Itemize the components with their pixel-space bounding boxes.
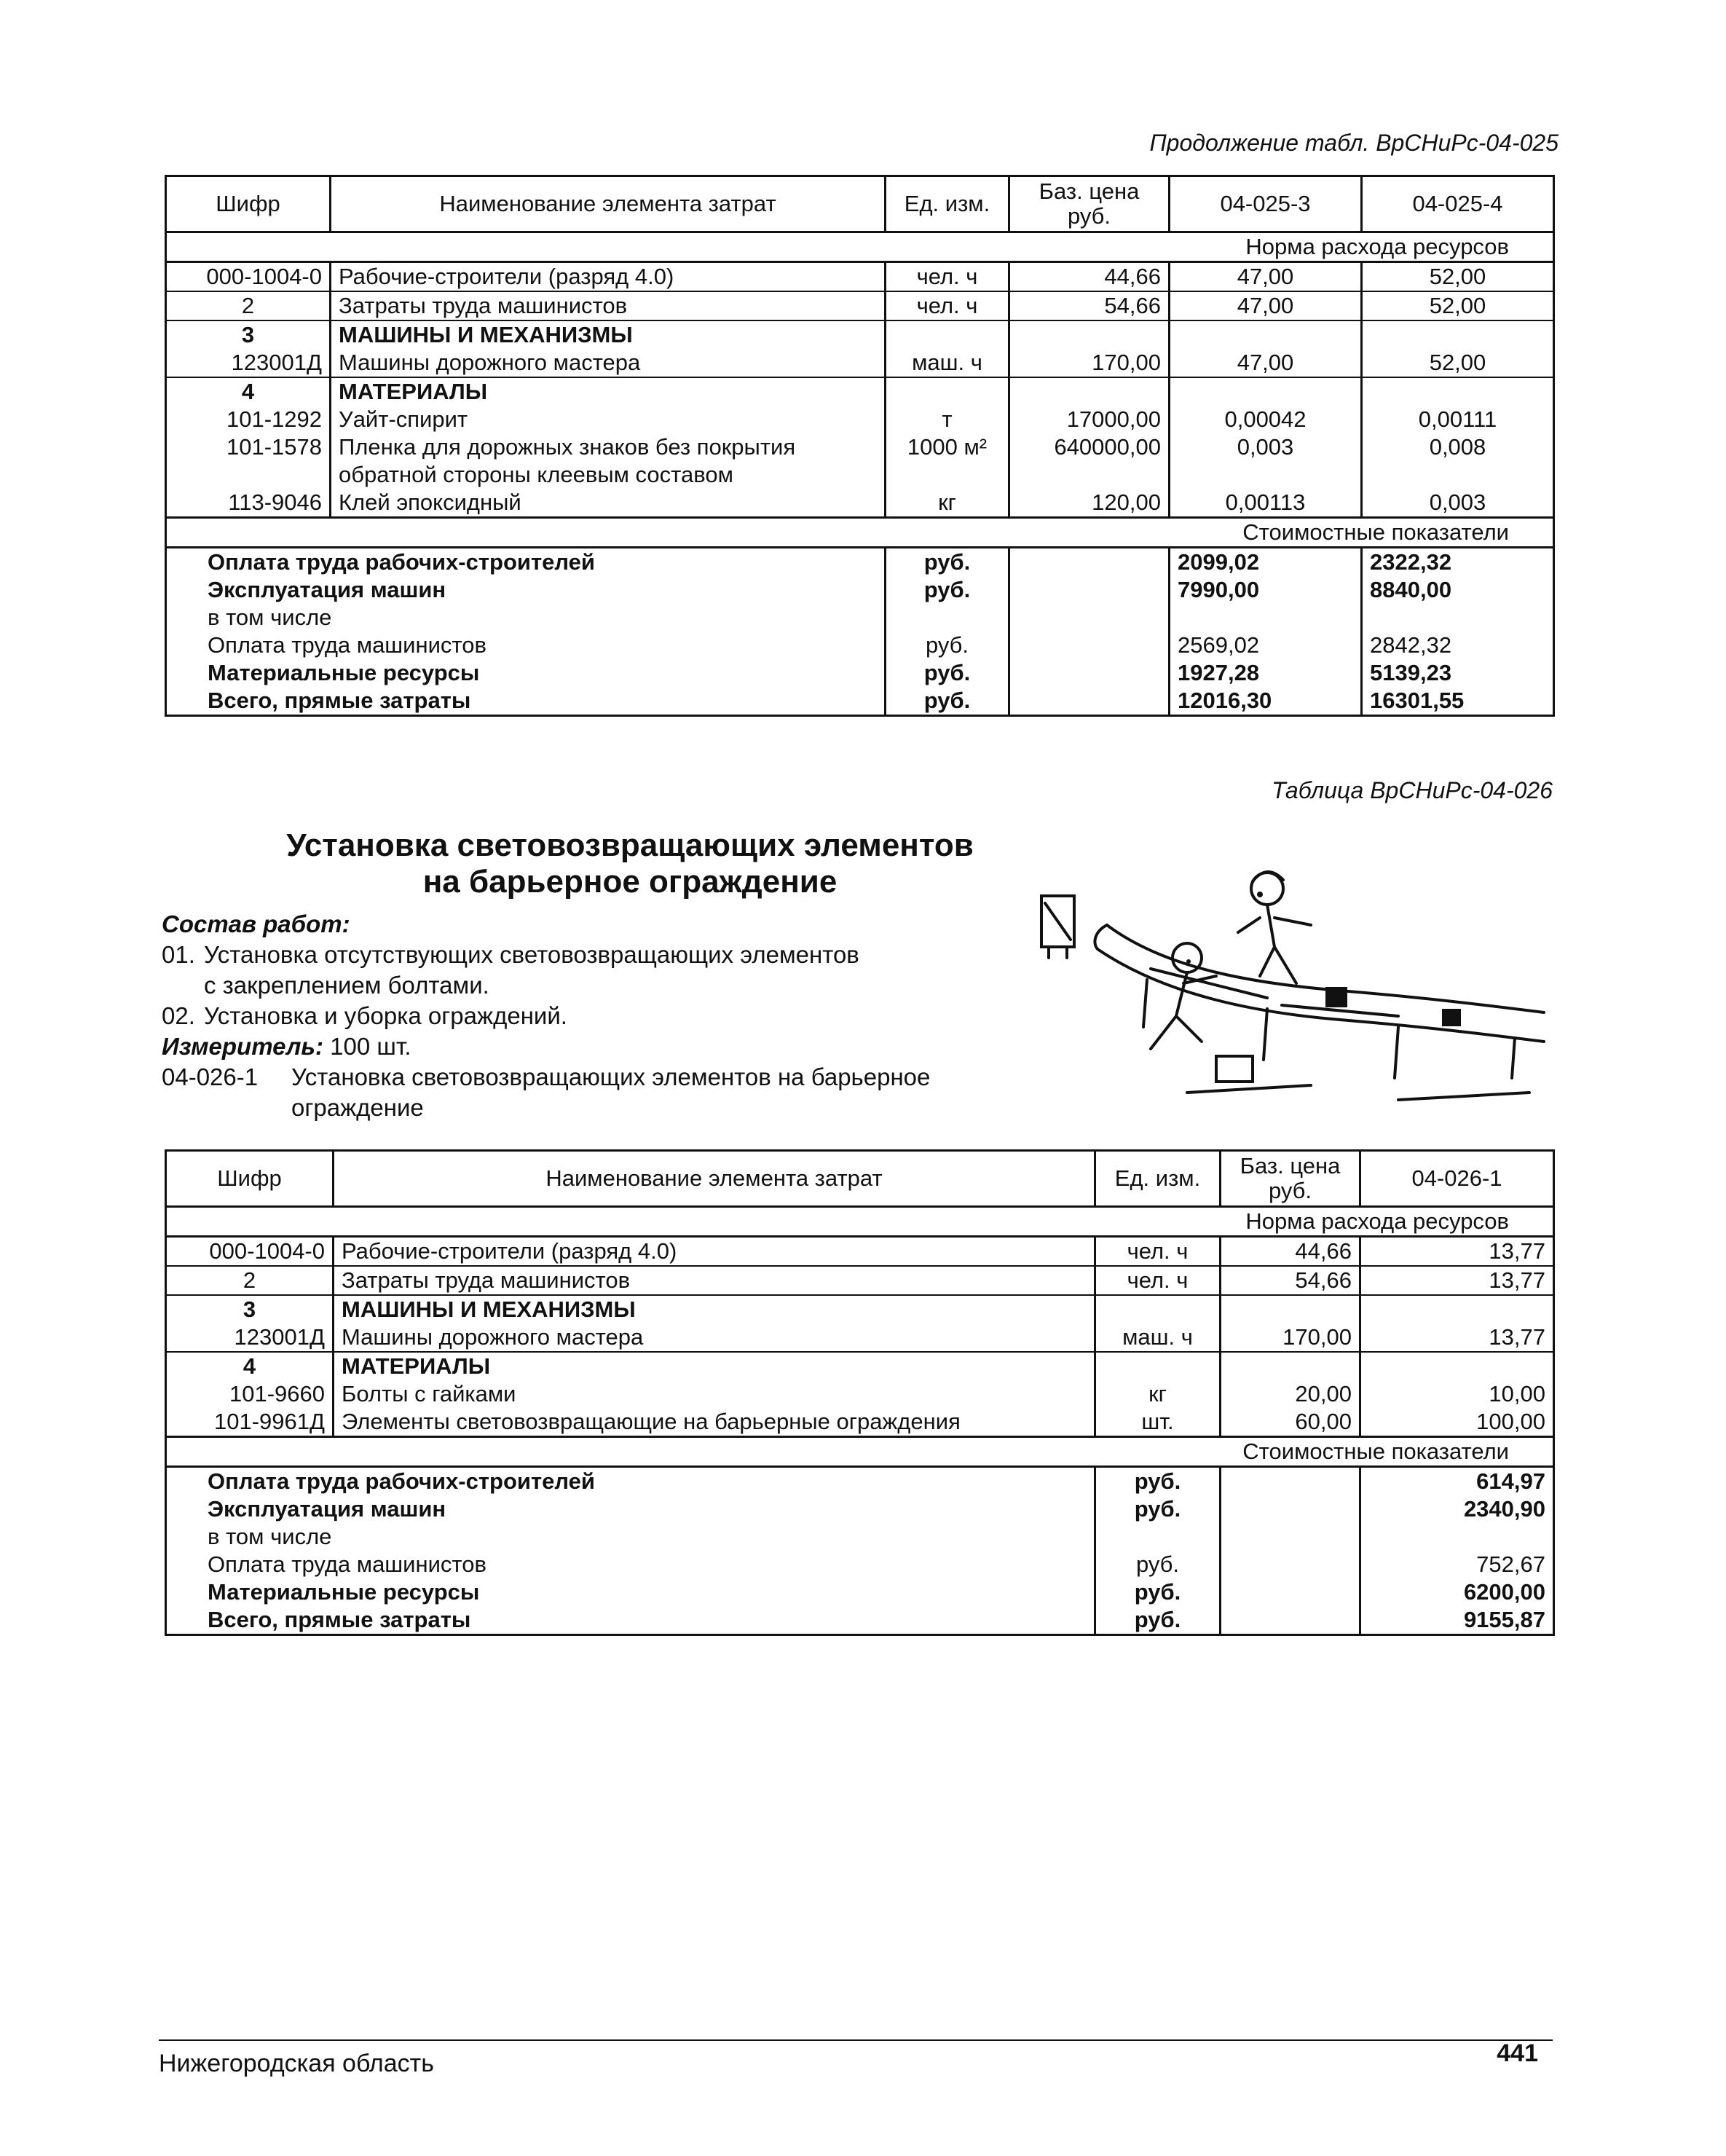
cost-row [166, 632, 1554, 659]
cost-name: Оплата труда рабочих-строителей [166, 548, 886, 577]
cost-name: Эксплуатация машин [166, 1495, 1095, 1523]
cost-name: Всего, прямые затраты [166, 1606, 1095, 1635]
row-name: МАШИНЫ И МЕХАНИЗМЫ [334, 1295, 1095, 1323]
row-value [1170, 320, 1362, 349]
row-value: 0,00113 [1170, 489, 1362, 518]
row-code: 000-1004-0 [166, 1237, 334, 1267]
table-row [166, 489, 1554, 518]
row-code: 3 [166, 1295, 334, 1323]
table-row [166, 1237, 1554, 1267]
cost-price-empty [1009, 604, 1170, 632]
cost-price-empty [1221, 1606, 1360, 1635]
row-code: 3 [166, 320, 331, 349]
cost-unit: руб. [886, 576, 1009, 604]
header-unit: Ед. изм. [886, 176, 1009, 232]
table-row [166, 1323, 1554, 1352]
row-code: 000-1004-0 [166, 262, 331, 292]
cost-price-empty [1221, 1467, 1360, 1496]
table-row [166, 1408, 1554, 1437]
row-unit: кг [1095, 1380, 1221, 1408]
cost-value: 2099,02 [1170, 548, 1362, 577]
cost-price-empty [1221, 1578, 1360, 1606]
row-name: Затраты труда машинистов [334, 1266, 1095, 1295]
item-line-cont [162, 1093, 1036, 1123]
cost-row [166, 1578, 1554, 1606]
row-name: Рабочие-строители (разряд 4.0) [331, 262, 886, 292]
cost-row [166, 604, 1554, 632]
row-price: 120,00 [1009, 489, 1170, 518]
header-col-04-026-1: 04-026-1 [1360, 1151, 1554, 1207]
cost-price-empty [1221, 1523, 1360, 1551]
row-unit: кг [886, 489, 1009, 518]
item-code: 04-026-1 [162, 1063, 259, 1090]
row-name: Затраты труда машинистов [331, 291, 886, 320]
row-code: 4 [166, 377, 331, 406]
row-name: Клей эпоксидный [331, 489, 886, 518]
cost-table-04-026 [165, 1149, 1555, 1636]
row-value: 0,00111 [1362, 406, 1554, 433]
table-row [166, 461, 1554, 489]
footer-region: Нижегородская область [159, 2050, 434, 2077]
row-price: 60,00 [1221, 1408, 1360, 1437]
izmeritel-label: Измеритель: [162, 1033, 323, 1060]
table-row [166, 1352, 1554, 1380]
header-price: Баз. цена руб. [1009, 176, 1170, 232]
section-title-line1: Установка световозвращающих элементов [286, 827, 974, 863]
cost-unit: руб. [886, 548, 1009, 577]
cost-price-empty [1221, 1551, 1360, 1578]
row-value [1170, 377, 1362, 406]
cost-value [1170, 604, 1362, 632]
row-unit [1095, 1352, 1221, 1380]
row-price: 170,00 [1009, 349, 1170, 377]
row-unit: чел. ч [1095, 1237, 1221, 1267]
table-row [166, 262, 1554, 292]
row-value: 100,00 [1360, 1408, 1554, 1437]
row-unit [1095, 1295, 1221, 1323]
cost-unit: руб. [1095, 1551, 1221, 1578]
work-number: 01. [162, 941, 195, 968]
cost-price-empty [1009, 548, 1170, 577]
cost-value: 2340,90 [1360, 1495, 1554, 1523]
cost-unit: руб. [1095, 1578, 1221, 1606]
work-text: Установка отсутствующих световозвращающих элементов [204, 941, 859, 968]
section-norm-label: Норма расхода ресурсов [166, 232, 1554, 262]
row-name: МАШИНЫ И МЕХАНИЗМЫ [331, 320, 886, 349]
row-name: Рабочие-строители (разряд 4.0) [334, 1237, 1095, 1267]
cost-price-empty [1221, 1495, 1360, 1523]
row-value: 13,77 [1360, 1266, 1554, 1295]
row-value: 0,00042 [1170, 406, 1362, 433]
cost-row [166, 659, 1554, 687]
table-header-row [166, 1151, 1554, 1207]
izmeritel-value: 100 шт. [330, 1033, 411, 1060]
cost-value: 2569,02 [1170, 632, 1362, 659]
sostav-label: Состав работ: [162, 910, 350, 937]
cost-row [166, 1523, 1554, 1551]
cost-value [1362, 604, 1554, 632]
section-title [146, 827, 1114, 900]
cost-name: в том числе [166, 604, 886, 632]
row-price: 20,00 [1221, 1380, 1360, 1408]
section-norm-row [166, 1207, 1554, 1237]
row-name: Болты с гайками [334, 1380, 1095, 1408]
row-name: Машины дорожного мастера [331, 349, 886, 377]
row-value: 47,00 [1170, 349, 1362, 377]
row-unit: 1000 м² [886, 433, 1009, 461]
table-caption: Таблица ВрСНиРс-04-026 [1272, 777, 1553, 803]
cost-unit: руб. [1095, 1467, 1221, 1496]
row-unit [886, 377, 1009, 406]
section-title-line2: на барьерное ограждение [422, 864, 838, 900]
table-continuation-caption: Продолжение табл. ВрСНиРс-04-025 [1149, 130, 1558, 156]
cost-unit [886, 604, 1009, 632]
cost-value: 8840,00 [1362, 576, 1554, 604]
row-code: 123001Д [166, 349, 331, 377]
table-row [166, 406, 1554, 433]
row-name: Уайт-спирит [331, 406, 886, 433]
row-price [1009, 461, 1170, 489]
row-code: 101-9961Д [166, 1408, 334, 1437]
row-price: 170,00 [1221, 1323, 1360, 1352]
cost-price-empty [1009, 659, 1170, 687]
row-name: Элементы световозвращающие на барьерные ограждения [334, 1408, 1095, 1437]
cost-unit [1095, 1523, 1221, 1551]
row-price: 640000,00 [1009, 433, 1170, 461]
row-value: 0,003 [1170, 433, 1362, 461]
footer-rule [159, 2039, 1553, 2041]
cost-unit: руб. [886, 632, 1009, 659]
cost-value: 12016,30 [1170, 687, 1362, 716]
cost-row [166, 548, 1554, 577]
row-code [166, 461, 331, 489]
work-text: Установка и уборка ограждений. [204, 1002, 567, 1029]
cost-name: Оплата труда машинистов [166, 1551, 1095, 1578]
row-price [1009, 377, 1170, 406]
work-item-1 [162, 940, 1036, 970]
row-value: 47,00 [1170, 291, 1362, 320]
row-value: 0,008 [1362, 433, 1554, 461]
header-col-04-025-4: 04-025-4 [1362, 176, 1554, 232]
row-price [1221, 1295, 1360, 1323]
table-row [166, 291, 1554, 320]
header-name: Наименование элемента затрат [334, 1151, 1095, 1207]
cost-row [166, 1606, 1554, 1635]
row-value [1362, 320, 1554, 349]
works-description [162, 909, 1036, 1123]
section-cost-row [166, 1437, 1554, 1467]
header-code: Шифр [166, 1151, 334, 1207]
cost-value: 9155,87 [1360, 1606, 1554, 1635]
cost-row [166, 1495, 1554, 1523]
item-text: Установка световозвращающих элементов на барьерное [291, 1063, 931, 1090]
row-unit: маш. ч [1095, 1323, 1221, 1352]
row-unit [886, 320, 1009, 349]
cost-row [166, 576, 1554, 604]
row-price: 54,66 [1009, 291, 1170, 320]
work-number: 02. [162, 1002, 195, 1029]
cost-unit: руб. [1095, 1495, 1221, 1523]
row-unit: чел. ч [886, 291, 1009, 320]
row-unit: чел. ч [886, 262, 1009, 292]
header-price: Баз. цена руб. [1221, 1151, 1360, 1207]
section-norm-label: Норма расхода ресурсов [166, 1207, 1554, 1237]
row-unit: маш. ч [886, 349, 1009, 377]
cost-unit: руб. [886, 687, 1009, 716]
row-value: 13,77 [1360, 1237, 1554, 1267]
cost-name: в том числе [166, 1523, 1095, 1551]
row-value [1360, 1352, 1554, 1380]
cost-value: 614,97 [1360, 1467, 1554, 1496]
table-row [166, 1266, 1554, 1295]
row-value: 10,00 [1360, 1380, 1554, 1408]
row-price: 54,66 [1221, 1266, 1360, 1295]
cost-price-empty [1009, 687, 1170, 716]
cost-value: 2842,32 [1362, 632, 1554, 659]
cost-row [166, 1551, 1554, 1578]
cost-name: Материальные ресурсы [166, 1578, 1095, 1606]
row-name: Машины дорожного мастера [334, 1323, 1095, 1352]
table-header-row [166, 176, 1554, 232]
table-row [166, 1380, 1554, 1408]
cost-price-empty [1009, 632, 1170, 659]
cost-row [166, 1467, 1554, 1496]
cost-value: 7990,00 [1170, 576, 1362, 604]
row-code: 2 [166, 1266, 334, 1295]
cost-value: 752,67 [1360, 1551, 1554, 1578]
cost-price-empty [1009, 576, 1170, 604]
cost-name: Материальные ресурсы [166, 659, 886, 687]
row-price [1009, 320, 1170, 349]
row-price: 44,66 [1009, 262, 1170, 292]
row-name: МАТЕРИАЛЫ [334, 1352, 1095, 1380]
header-unit: Ед. изм. [1095, 1151, 1221, 1207]
cost-unit: руб. [886, 659, 1009, 687]
table-row [166, 433, 1554, 461]
row-value: 52,00 [1362, 349, 1554, 377]
section-cost-label: Стоимостные показатели [166, 1437, 1554, 1467]
cost-name: Эксплуатация машин [166, 576, 886, 604]
row-value: 13,77 [1360, 1323, 1554, 1352]
row-value: 47,00 [1170, 262, 1362, 292]
table-row [166, 320, 1554, 349]
row-price: 44,66 [1221, 1237, 1360, 1267]
cost-row [166, 687, 1554, 716]
row-code: 2 [166, 291, 331, 320]
table-row [166, 349, 1554, 377]
cost-table-04-025 [165, 175, 1555, 717]
work-item-1-cont [162, 970, 1036, 1001]
header-col-04-025-3: 04-025-3 [1170, 176, 1362, 232]
row-unit [886, 461, 1009, 489]
cost-unit: руб. [1095, 1606, 1221, 1635]
row-code: 4 [166, 1352, 334, 1380]
section-cost-label: Стоимостные показатели [166, 518, 1554, 548]
table-row [166, 1295, 1554, 1323]
row-value: 52,00 [1362, 262, 1554, 292]
measurement-line [162, 1031, 1036, 1062]
row-code: 113-9046 [166, 489, 331, 518]
row-price: 17000,00 [1009, 406, 1170, 433]
row-name: МАТЕРИАЛЫ [331, 377, 886, 406]
cost-value: 5139,23 [1362, 659, 1554, 687]
cost-name: Оплата труда машинистов [166, 632, 886, 659]
row-price [1221, 1352, 1360, 1380]
cost-value: 16301,55 [1362, 687, 1554, 716]
row-code: 101-1578 [166, 433, 331, 461]
row-value [1362, 377, 1554, 406]
header-name: Наименование элемента затрат [331, 176, 886, 232]
row-unit: шт. [1095, 1408, 1221, 1437]
cost-value [1360, 1523, 1554, 1551]
work-text: с закреплением болтами. [204, 972, 489, 999]
section-norm-row [166, 232, 1554, 262]
row-unit: т [886, 406, 1009, 433]
row-value [1362, 461, 1554, 489]
header-code: Шифр [166, 176, 331, 232]
row-code: 101-9660 [166, 1380, 334, 1408]
workers-illustration [1020, 859, 1558, 1122]
cost-value: 6200,00 [1360, 1578, 1554, 1606]
work-item-2 [162, 1001, 1036, 1031]
cost-value: 1927,28 [1170, 659, 1362, 687]
item-text: ограждение [291, 1094, 424, 1121]
row-name: Пленка для дорожных знаков без покрытия [331, 433, 886, 461]
row-value: 52,00 [1362, 291, 1554, 320]
section-cost-row [166, 518, 1554, 548]
table-row [166, 377, 1554, 406]
row-name: обратной стороны клеевым составом [331, 461, 886, 489]
cost-name: Оплата труда рабочих-строителей [166, 1467, 1095, 1496]
row-code: 101-1292 [166, 406, 331, 433]
row-value: 0,003 [1362, 489, 1554, 518]
page-number: 441 [1497, 2039, 1538, 2067]
row-code: 123001Д [166, 1323, 334, 1352]
row-value [1170, 461, 1362, 489]
cost-name: Всего, прямые затраты [166, 687, 886, 716]
item-line [162, 1062, 1036, 1093]
cost-value: 2322,32 [1362, 548, 1554, 577]
row-value [1360, 1295, 1554, 1323]
row-unit: чел. ч [1095, 1266, 1221, 1295]
